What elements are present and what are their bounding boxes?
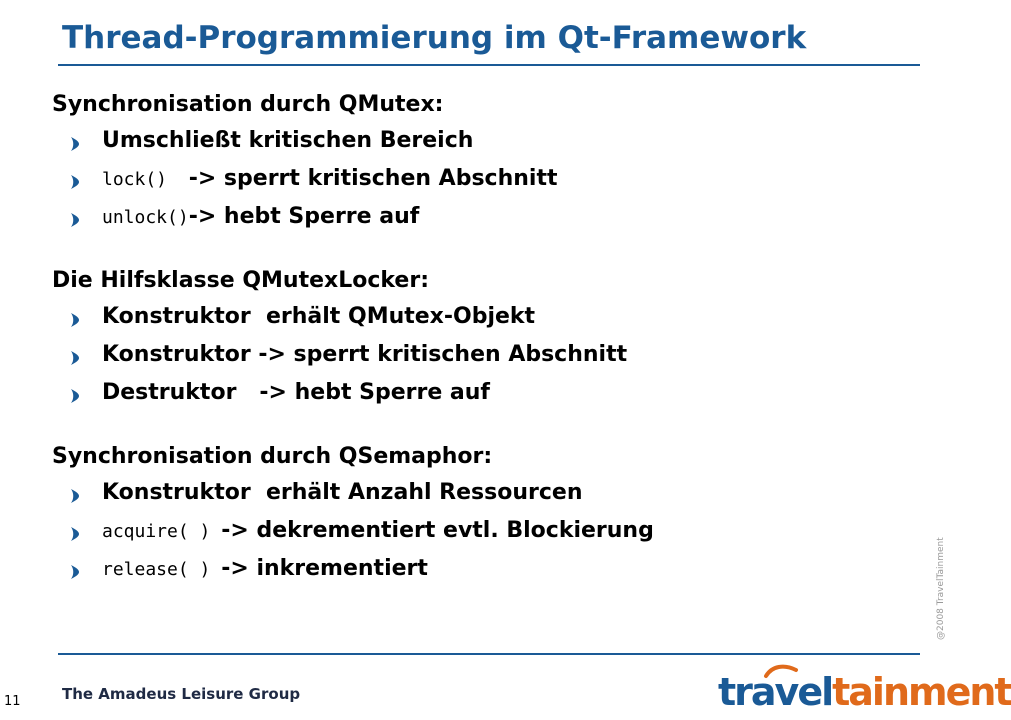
bullet-item <box>52 474 922 512</box>
bullet-item <box>52 336 922 374</box>
section-heading: Synchronisation durch QMutex: <box>52 92 444 117</box>
bullet-item <box>52 550 922 588</box>
bullet-arrow-icon <box>70 175 80 189</box>
copyright-note: @2008 TravelTainment <box>936 537 946 640</box>
bullet-item <box>52 512 922 550</box>
bullet-text: Konstruktor -> sperrt kritischen Abschnitt <box>102 342 628 367</box>
bullet-arrow-icon <box>70 213 80 227</box>
section-heading: Synchronisation durch QSemaphor: <box>52 444 493 469</box>
bullet-item <box>52 122 922 160</box>
bullet-item <box>52 160 922 198</box>
bullet-arrow-icon <box>70 389 80 403</box>
bullet-item <box>52 374 922 412</box>
bullet-arrow-icon <box>70 137 80 151</box>
slide-title: Thread-Programmierung im Qt-Framework <box>62 20 807 56</box>
bullet-item <box>52 298 922 336</box>
traveltainment-logo <box>718 664 1011 714</box>
title-divider <box>58 64 920 66</box>
footer-divider <box>58 653 920 655</box>
bullet-text: Konstruktor erhält QMutex-Objekt <box>102 304 536 329</box>
bullet-item <box>52 198 922 236</box>
bullet-arrow-icon <box>70 313 80 327</box>
bullet-arrow-icon <box>70 489 80 503</box>
section-qmutex <box>52 88 922 236</box>
bullet-text: Konstruktor erhält Anzahl Ressourcen <box>102 480 583 505</box>
code-text: release( ) <box>102 559 222 580</box>
logo-wordmark-tainment: tainment <box>832 670 1011 714</box>
bullet-arrow-icon <box>70 565 80 579</box>
bullet-text: -> dekrementiert evtl. Blockierung <box>221 518 654 543</box>
bullet-arrow-icon <box>70 527 80 541</box>
bullet-arrow-icon <box>70 351 80 365</box>
page-number: 11 <box>4 694 21 709</box>
section-qmutexlocker <box>52 264 922 412</box>
bullet-text: -> inkrementiert <box>221 556 428 581</box>
bullet-text: Umschließt kritischen Bereich <box>102 128 474 153</box>
bullet-text: -> sperrt kritischen Abschnitt <box>188 166 558 191</box>
code-text: unlock() <box>102 207 189 228</box>
code-text: acquire( ) <box>102 521 222 542</box>
logo-wordmark-travel: travel <box>718 670 833 714</box>
footer-company: The Amadeus Leisure Group <box>62 685 301 703</box>
section-qsemaphor <box>52 440 922 588</box>
logo-wordmark <box>718 670 1011 714</box>
bullet-text: Destruktor -> hebt Sperre auf <box>102 380 490 405</box>
section-heading: Die Hilfsklasse QMutexLocker: <box>52 268 429 293</box>
slide-content <box>52 88 922 616</box>
bullet-text: -> hebt Sperre auf <box>188 204 420 229</box>
code-text: lock() <box>102 169 189 190</box>
